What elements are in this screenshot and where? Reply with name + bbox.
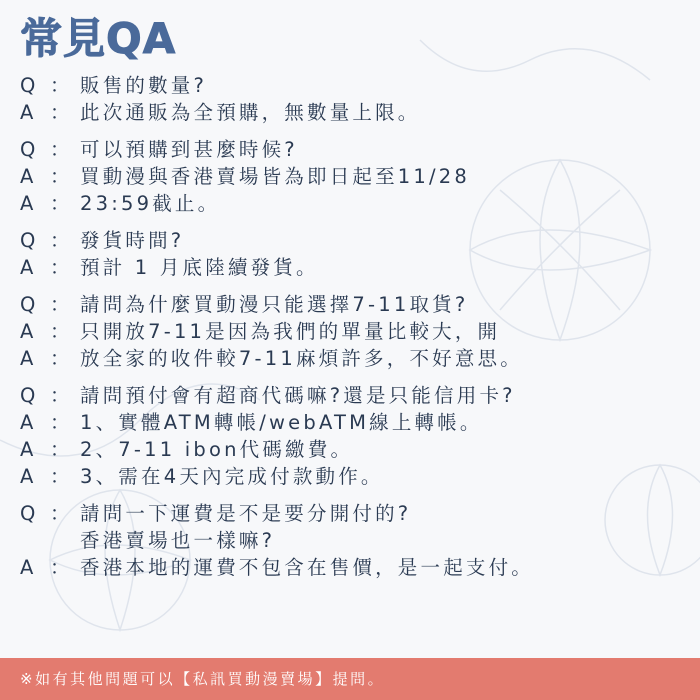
colon: ：	[50, 74, 73, 97]
question-line	[20, 227, 680, 254]
a-marker: A	[20, 320, 37, 343]
colon: ：	[50, 465, 73, 488]
q-marker: Q	[20, 293, 39, 316]
a-marker: A	[20, 465, 37, 488]
question-line	[20, 72, 680, 99]
answer-text: 此次通販為全預購，無數量上限。	[80, 101, 421, 124]
qa-group	[20, 227, 680, 281]
colon: ：	[50, 101, 73, 124]
qa-group	[20, 72, 680, 126]
answer-text: 買動漫與香港賣場皆為即日起至11/28	[80, 165, 470, 188]
a-marker: A	[20, 556, 37, 579]
q-marker: Q	[20, 74, 39, 97]
answer-text: 2、7-11 ibon代碼繳費。	[80, 438, 354, 461]
answer-text: 只開放7-11是因為我們的單量比較大，開	[80, 320, 501, 343]
answer-line	[20, 190, 680, 217]
q-marker: Q	[20, 384, 39, 407]
answer-line	[20, 163, 680, 190]
question-line	[20, 136, 680, 163]
a-marker: A	[20, 165, 37, 188]
question-text: 香港賣場也一樣嘛?	[80, 529, 276, 552]
colon: ：	[50, 384, 73, 407]
answer-line	[20, 99, 680, 126]
a-marker: A	[20, 411, 37, 434]
colon: ：	[50, 138, 73, 161]
answer-text: 香港本地的運費不包含在售價，是一起支付。	[80, 556, 535, 579]
q-marker: Q	[20, 138, 39, 161]
colon: ：	[50, 320, 73, 343]
qa-group	[20, 136, 680, 217]
page-title: 常見QA	[20, 14, 177, 63]
colon: ：	[50, 502, 73, 525]
colon: ：	[50, 411, 73, 434]
answer-line	[20, 436, 680, 463]
question-line	[20, 291, 680, 318]
qa-group	[20, 382, 680, 490]
answer-line	[20, 463, 680, 490]
a-marker: A	[20, 438, 37, 461]
answer-text: 3、需在4天內完成付款動作。	[80, 465, 384, 488]
colon: ：	[50, 556, 73, 579]
answer-text: 23:59截止。	[80, 192, 221, 215]
answer-line	[20, 318, 680, 345]
question-continuation-line	[20, 527, 680, 554]
faq-list	[20, 72, 680, 591]
qa-group	[20, 500, 680, 581]
qa-group	[20, 291, 680, 372]
footer-note: ※如有其他問題可以【私訊買動漫賣場】提問。	[0, 658, 700, 700]
colon: ：	[50, 347, 73, 370]
q-marker: Q	[20, 502, 39, 525]
colon: ：	[50, 256, 73, 279]
question-line	[20, 500, 680, 527]
answer-text: 1、實體ATM轉帳/webATM線上轉帳。	[80, 411, 483, 434]
question-text: 可以預購到甚麼時候?	[80, 138, 298, 161]
answer-line	[20, 554, 680, 581]
colon: ：	[50, 229, 73, 252]
question-line	[20, 382, 680, 409]
colon: ：	[50, 192, 73, 215]
question-text: 請問一下運費是不是要分開付的?	[80, 502, 412, 525]
question-text: 販售的數量?	[80, 74, 208, 97]
question-text: 請問預付會有超商代碼嘛?還是只能信用卡?	[80, 384, 516, 407]
a-marker: A	[20, 347, 37, 370]
a-marker: A	[20, 101, 37, 124]
question-text: 請問為什麼買動漫只能選擇7-11取貨?	[80, 293, 469, 316]
a-marker: A	[20, 192, 37, 215]
colon: ：	[50, 438, 73, 461]
answer-text: 預計 1 月底陸續發貨。	[80, 256, 319, 279]
answer-line	[20, 345, 680, 372]
colon: ：	[50, 293, 73, 316]
q-marker: Q	[20, 229, 39, 252]
answer-line	[20, 409, 680, 436]
colon: ：	[50, 165, 73, 188]
answer-text: 放全家的收件較7-11麻煩許多，不好意思。	[80, 347, 523, 370]
answer-line	[20, 254, 680, 281]
question-text: 發貨時間?	[80, 229, 185, 252]
a-marker: A	[20, 256, 37, 279]
